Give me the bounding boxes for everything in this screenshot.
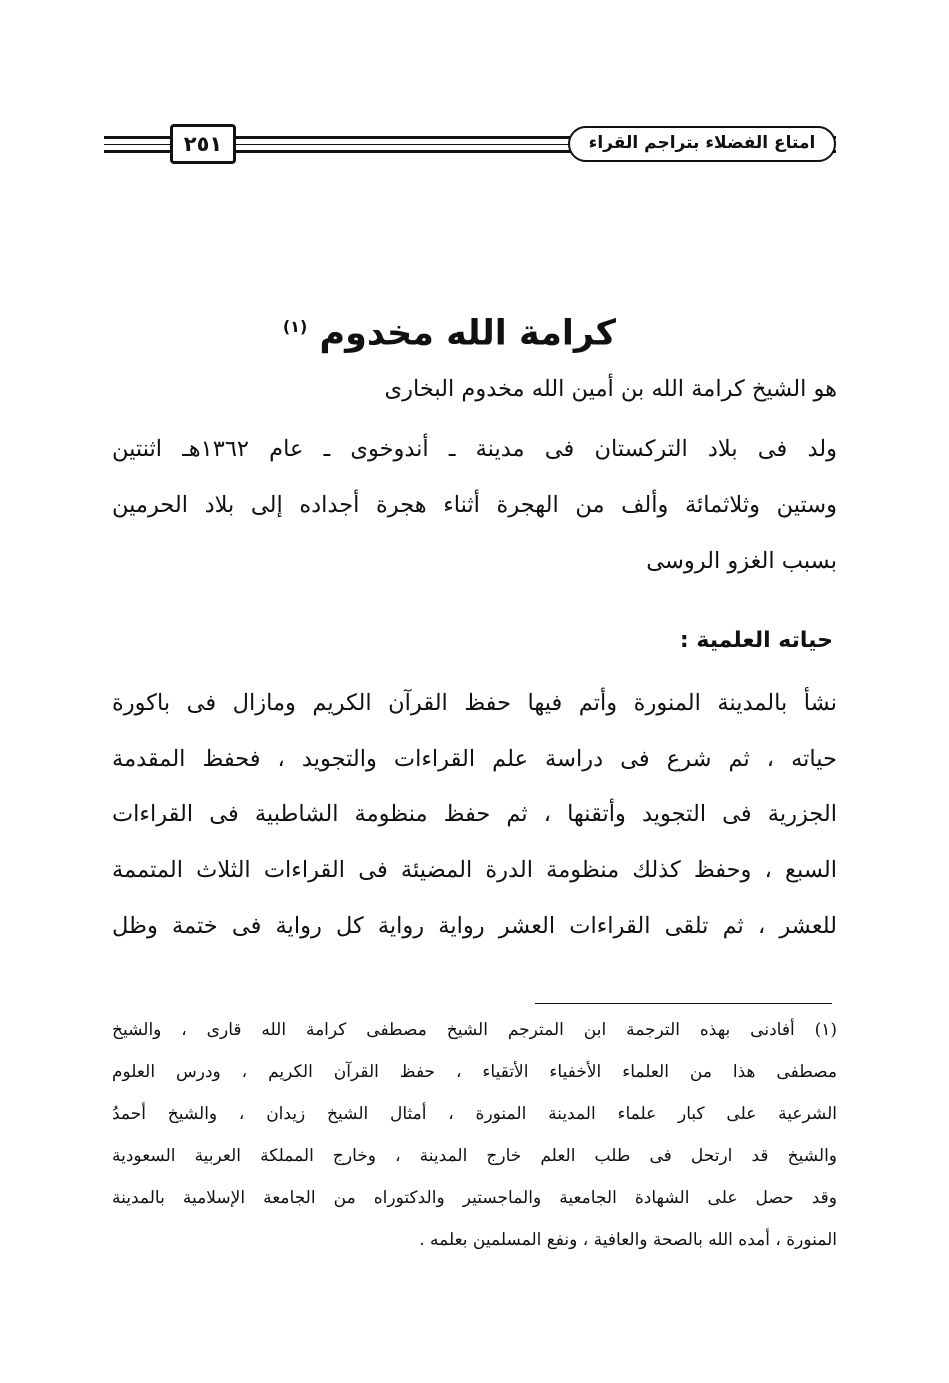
footnote-ref: (١) bbox=[282, 317, 308, 336]
article-title bbox=[104, 300, 616, 361]
paragraph-line: نشأ بالمدينة المنورة وأتم فيها حفظ القرآن الكريم ومازال فى باكورة bbox=[112, 690, 837, 716]
footnote-line: مصطفى هذا من العلماء الأخفياء الأتقياء ، حفظ القرآن الكريم ، ودرس العلوم bbox=[112, 1062, 837, 1082]
paragraph-line: السبع ، وحفظ كذلك منظومة الدرة المضيئة فى القراءات الثلاث المتممة bbox=[112, 857, 837, 883]
section-heading: حياته العلمية : bbox=[679, 628, 833, 653]
paragraph-line: الجزرية فى التجويد وأتقنها ، ثم حفظ منظومة الشاطبية فى القراءات bbox=[112, 801, 837, 827]
paragraph-line: حياته ، ثم شرع فى دراسة علم القراءات والتجويد ، فحفظ المقدمة bbox=[112, 746, 837, 772]
paragraph-line: هو الشيخ كرامة الله بن أمين الله مخدوم البخارى bbox=[384, 376, 837, 402]
footnote-line: وقد حصل على الشهادة الجامعية والماجستير والدكتوراه من الجامعة الإسلامية بالمدينة bbox=[112, 1188, 837, 1208]
footnote-line: (١) أفادنى بهذه الترجمة ابن المترجم الشيخ مصطفى كرامة الله قارى ، والشيخ bbox=[112, 1020, 837, 1040]
footnote-line: والشيخ قد ارتحل فى طلب العلم خارج المدينة ، وخارج المملكة العربية السعودية bbox=[112, 1146, 837, 1166]
paragraph-line: للعشر ، ثم تلقى القراءات العشر رواية رواية كل رواية فى ختمة وظل bbox=[112, 913, 837, 939]
article-title-text: كرامة الله مخدوم bbox=[319, 313, 616, 354]
footnote-separator bbox=[535, 1003, 832, 1004]
paragraph-line: بسبب الغزو الروسى bbox=[646, 548, 837, 574]
paragraph-line: ولد فى بلاد التركستان فى مدينة ـ أندوخوى ـ عام ١٣٦٢هـ اثنتين bbox=[112, 436, 838, 462]
footnote-line: المنورة ، أمده الله بالصحة والعافية ، ونفع المسلمين بعلمه . bbox=[419, 1230, 837, 1250]
book-title: امتاع الفضلاء بتراجم القراء bbox=[568, 126, 836, 162]
footnote-line: الشرعية على كبار علماء المدينة المنورة ، أمثال الشيخ زيدان ، والشيخ أحمدُ bbox=[112, 1104, 837, 1124]
paragraph-line: وستين وثلاثمائة وألف من الهجرة أثناء هجرة أجداده إلى بلاد الحرمين bbox=[112, 492, 837, 518]
running-header bbox=[104, 124, 836, 170]
page-number: ٢٥١ bbox=[170, 124, 236, 164]
